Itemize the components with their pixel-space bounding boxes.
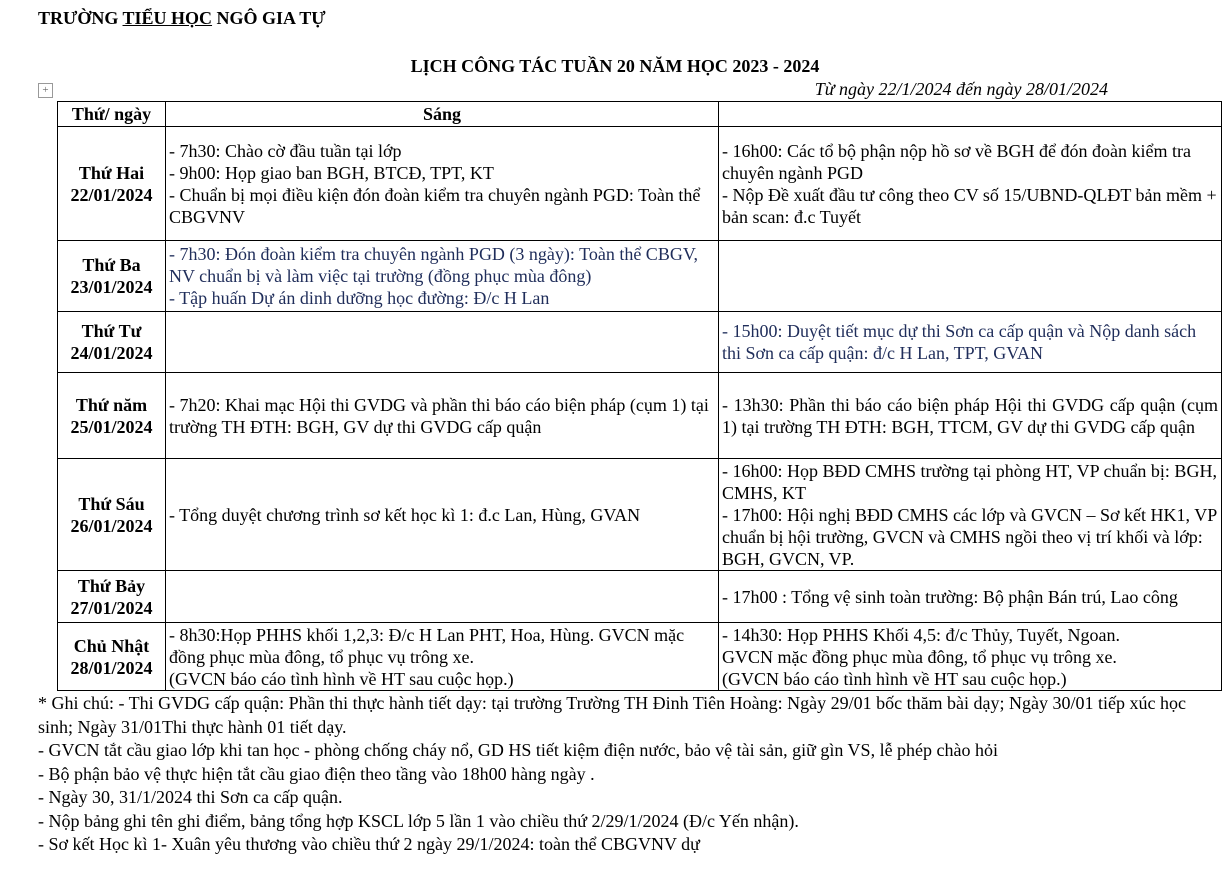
table-row (58, 312, 1222, 373)
afternoon-cell (719, 373, 1222, 459)
day-cell (58, 571, 166, 623)
day-cell (58, 459, 166, 571)
column-header-morning: Sáng (166, 102, 719, 127)
day-date: 25/01/2024 (70, 416, 153, 437)
schedule-item: (GVCN báo cáo tình hình về HT sau cuộc họp.) (722, 668, 1067, 689)
school-prefix: TRƯỜNG (38, 8, 123, 28)
morning-cell (166, 241, 719, 312)
morning-cell (166, 373, 719, 459)
schedule-item: - 17h00: Hội nghị BĐD CMHS các lớp và GVCN – Sơ kết HK1, VP chuẩn bị hội trường, GVCN và CMHS ngồi theo vị trí khối và lớp: BGH, GVCN, VP. (722, 504, 1217, 569)
day-date: 24/01/2024 (70, 343, 153, 363)
schedule-item: (GVCN báo cáo tình hình về HT sau cuộc họp.) (169, 668, 514, 689)
note-line: - Nộp bảng ghi tên ghi điểm, bảng tổng hợp KSCL lớp 5 lần 1 vào chiều thứ 2/29/1/2024 (Đ/c Yến nhận). (38, 810, 799, 831)
schedule-item: - Chuẩn bị mọi điều kiện đón đoàn kiểm tra chuyên ngành PGD: Toàn thể CBGVNV (169, 184, 701, 227)
morning-cell (166, 459, 719, 571)
schedule-item: - Tập huấn Dự án dinh dưỡng học đường: Đ/c H Lan (169, 288, 550, 308)
day-date: 23/01/2024 (70, 277, 153, 297)
schedule-item: GVCN mặc đồng phục mùa đông, tổ phục vụ trông xe. (722, 646, 1117, 667)
schedule-item: - 15h00: Duyệt tiết mục dự thi Sơn ca cấp quận và Nộp danh sách thi Sơn ca cấp quận: đ/c H Lan, TPT, GVAN (722, 321, 1197, 363)
column-header-afternoon (719, 102, 1222, 127)
morning-cell (166, 623, 719, 691)
schedule-item: - 9h00: Họp giao ban BGH, BTCĐ, TPT, KT (169, 162, 494, 183)
morning-cell (166, 127, 719, 241)
table-row (58, 623, 1222, 691)
schedule-item: - 16h00: Các tổ bộ phận nộp hồ sơ về BGH để đón đoàn kiểm tra chuyên ngành PGD (722, 140, 1191, 183)
table-row (58, 571, 1222, 623)
afternoon-cell (719, 459, 1222, 571)
schedule-item: - 8h30:Họp PHHS khối 1,2,3: Đ/c H Lan PHT, Hoa, Hùng. GVCN mặc đồng phục mùa đông, tổ phục vụ trông xe. (169, 624, 685, 667)
school-name (38, 8, 326, 29)
day-date: 26/01/2024 (70, 515, 153, 536)
school-underlined: TIỂU HỌC (122, 8, 213, 28)
day-name: Thứ Hai (78, 162, 145, 183)
table-move-handle-icon[interactable]: + (38, 83, 53, 98)
day-date: 22/01/2024 (70, 184, 153, 205)
note-line: - Sơ kết Học kì 1- Xuân yêu thương vào chiều thứ 2 ngày 29/1/2024: toàn thể CBGVNV dự (38, 834, 700, 854)
table-row (58, 127, 1222, 241)
schedule-item: - Tổng duyệt chương trình sơ kết học kì 1: đ.c Lan, Hùng, GVAN (169, 504, 641, 525)
schedule-item: - 13h30: Phần thi báo cáo biện pháp Hội thi GVDG cấp quận (cụm 1) tại trường TH ĐTH: BGH, TTCM, GV dự thi GVDG cấp quận (722, 394, 1218, 437)
day-cell (58, 373, 166, 459)
schedule-item: - 7h20: Khai mạc Hội thi GVDG và phần thi báo cáo biện pháp (cụm 1) tại trường TH ĐTH: BGH, GV dự thi GVDG cấp quận (169, 394, 709, 437)
note-line: * Ghi chú: - Thi GVDG cấp quận: Phần thi thực hành tiết dạy: tại trường Trường TH Đinh Tiên Hoàng: Ngày 29/01 bốc thăm bài dạy; Ngày 30/01 tiếp xúc học sinh; Ngày 31/01Thi thực hành 01 tiết dạy. (38, 693, 1187, 737)
day-name: Thứ Tư (81, 321, 142, 341)
schedule-item: - 7h30: Chào cờ đầu tuần tại lớp (169, 140, 402, 161)
afternoon-cell (719, 241, 1222, 312)
date-range: Từ ngày 22/1/2024 đến ngày 28/01/2024 (814, 79, 1108, 99)
school-suffix: NGÔ GIA TỰ (212, 8, 326, 28)
schedule-table (57, 101, 1222, 691)
day-name: Thứ năm (75, 394, 148, 415)
afternoon-cell (719, 623, 1222, 691)
morning-cell (166, 312, 719, 373)
day-date: 27/01/2024 (70, 597, 153, 618)
note-line: - Ngày 30, 31/1/2024 thi Sơn ca cấp quận. (38, 787, 343, 807)
document-title: LỊCH CÔNG TÁC TUẦN 20 NĂM HỌC 2023 - 2024 (410, 56, 820, 76)
day-cell (58, 623, 166, 691)
afternoon-cell (719, 312, 1222, 373)
afternoon-cell (719, 571, 1222, 623)
day-name: Chủ Nhật (73, 635, 150, 656)
note-line: - GVCN tắt cầu giao lớp khi tan học - phòng chống cháy nổ, GD HS tiết kiệm điện nước, bảo vệ tài sản, giữ gìn VS, lễ phép chào hỏi (38, 740, 999, 760)
table-header-row (58, 102, 1222, 127)
day-cell (58, 127, 166, 241)
notes-section (38, 692, 1218, 857)
day-name: Thứ Sáu (78, 493, 145, 514)
morning-cell (166, 571, 719, 623)
table-row (58, 459, 1222, 571)
day-cell (58, 241, 166, 312)
schedule-item: - 14h30: Họp PHHS Khối 4,5: đ/c Thủy, Tuyết, Ngoan. (722, 624, 1121, 645)
column-header-day: Thứ/ ngày (58, 102, 166, 127)
schedule-item: - 7h30: Đón đoàn kiểm tra chuyên ngành PGD (3 ngày): Toàn thể CBGV, NV chuẩn bị và làm việc tại trường (đồng phục mùa đông) (169, 244, 698, 286)
schedule-item: - 17h00 : Tổng vệ sinh toàn trường: Bộ phận Bán trú, Lao công (722, 586, 1178, 607)
day-cell (58, 312, 166, 373)
schedule-item: - 16h00: Họp BĐD CMHS trường tại phòng HT, VP chuẩn bị: BGH, CMHS, KT (722, 460, 1217, 503)
note-line: - Bộ phận bảo vệ thực hiện tắt cầu giao điện theo tầng vào 18h00 hàng ngày . (38, 763, 595, 784)
table-row (58, 373, 1222, 459)
table-row (58, 241, 1222, 312)
day-name: Thứ Ba (82, 255, 141, 275)
afternoon-cell (719, 127, 1222, 241)
day-name: Thứ Bảy (77, 575, 146, 596)
schedule-item: - Nộp Đề xuất đầu tư công theo CV số 15/UBND-QLĐT bản mềm + bản scan: đ.c Tuyết (722, 184, 1217, 227)
day-date: 28/01/2024 (70, 657, 153, 678)
